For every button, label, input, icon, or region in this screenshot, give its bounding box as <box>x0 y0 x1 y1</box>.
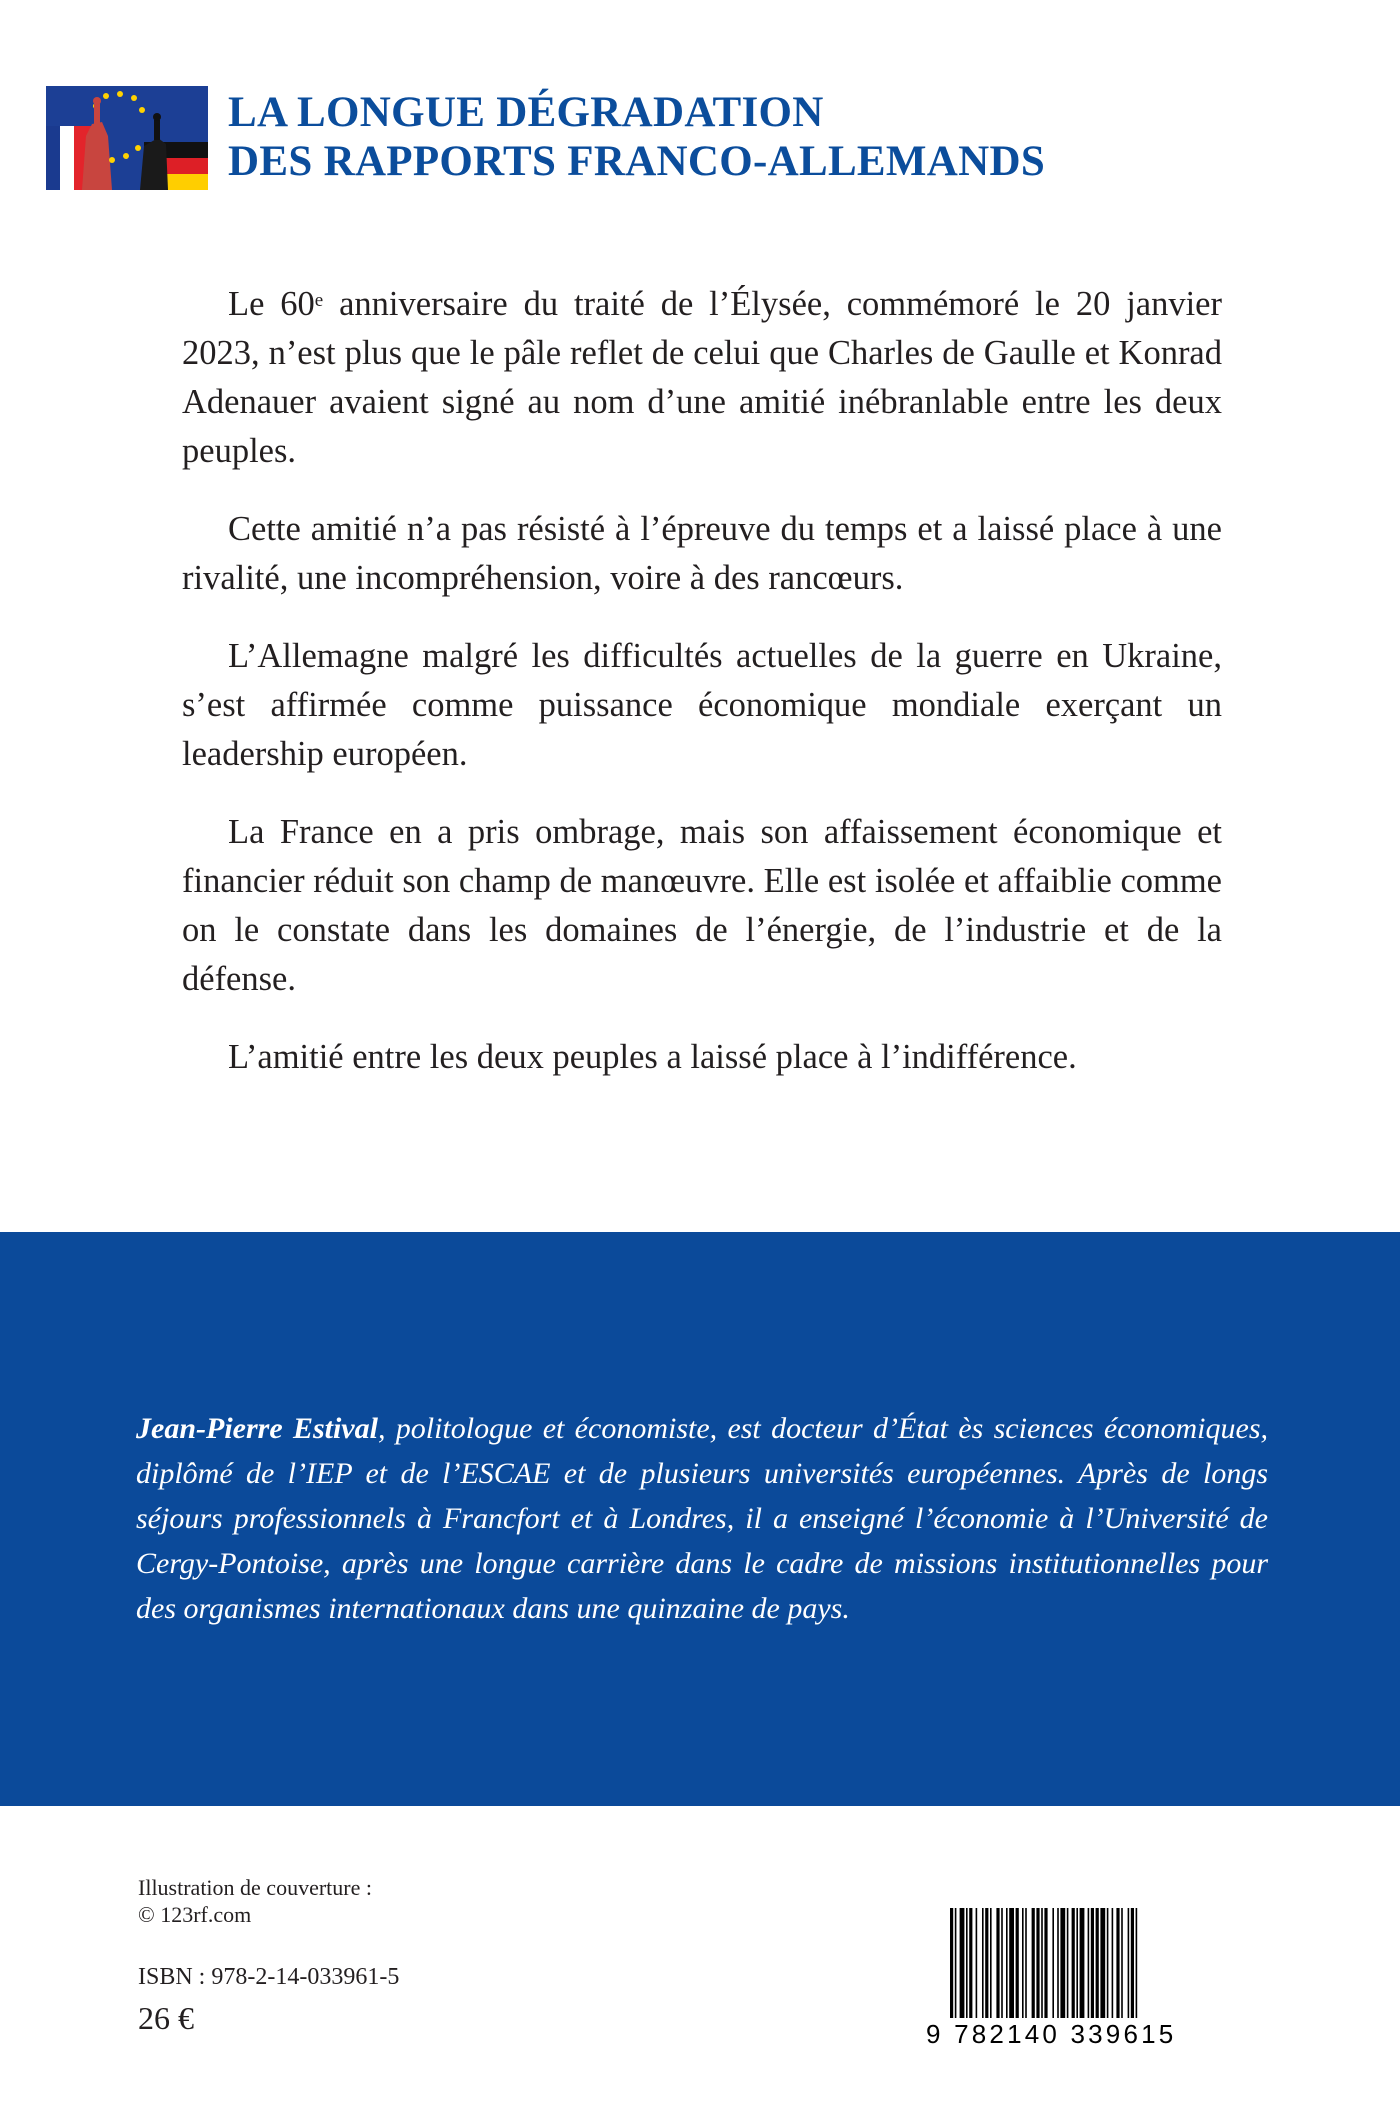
barcode-bar <box>960 1908 965 2018</box>
barcode-bar <box>1032 1908 1035 2018</box>
barcode-bar <box>950 1908 953 2018</box>
barcode-bar <box>1128 1908 1130 2018</box>
blurb-paragraph-5: L’amitié entre les deux peuples a laissé place à l’indifférence. <box>228 1038 1077 1076</box>
isbn: ISBN : 978-2-14-033961-5 <box>138 1964 400 1990</box>
barcode-bar <box>1100 1908 1105 2018</box>
barcode-bar <box>976 1908 978 2018</box>
barcode-bar <box>1036 1908 1039 2018</box>
blurb-paragraph-2: Cette amitié n’a pas résisté à l’épreuve du temps et a laissé place à une rivalité, une incompréhension, voire à des rancœurs. <box>182 510 1222 597</box>
cover-logo-illustration <box>46 86 208 190</box>
barcode-bar <box>990 1908 992 2018</box>
book-title <box>228 88 1045 186</box>
barcode-bar <box>1080 1908 1085 2018</box>
illustration-credit <box>138 1874 372 1928</box>
barcode-bar <box>1112 1908 1114 2018</box>
title-line-2: DES RAPPORTS FRANCO-ALLEMANDS <box>228 138 1046 185</box>
price: 26 € <box>138 2000 194 2036</box>
barcode-bar <box>1067 1908 1069 2018</box>
barcode-number: 9 782140 339615 <box>926 2019 1177 2049</box>
barcode-bar <box>1072 1908 1075 2018</box>
credit-label: Illustration de couverture : <box>138 1875 372 1900</box>
barcode-bar <box>985 1908 988 2018</box>
barcode-bar <box>966 1908 968 2018</box>
blurb-paragraph-1: Le 60e anniversaire du traité de l’Élysée, commémoré le 20 janvier 2023, n’est plus que le pâle reflet de celui que Charles de Gaulle et Konrad Adenauer avaient signé au nom d’une amitié inébranlable entre les deux peuples. <box>182 285 1222 470</box>
barcode-bar <box>1091 1908 1094 2018</box>
title-line-1: LA LONGUE DÉGRADATION <box>228 89 824 136</box>
barcode-bar <box>1107 1908 1109 2018</box>
barcode-bar <box>1022 1908 1024 2018</box>
barcode-bar <box>1052 1908 1054 2018</box>
barcode-bar <box>1116 1908 1119 2018</box>
blurb-paragraph-3: L’Allemagne malgré les difficultés actuelles de la guerre en Ukraine, s’est affirmée comme puissance économique mondiale exerçant un leadership européen. <box>182 637 1222 773</box>
credit-source: © 123rf.com <box>138 1902 252 1927</box>
barcode-bar <box>955 1908 957 2018</box>
barcode-bar <box>1076 1908 1078 2018</box>
barcode-bar <box>1025 1908 1027 2018</box>
barcode-bar <box>1009 1908 1014 2018</box>
back-cover-blurb <box>182 280 1222 1111</box>
barcode-bar <box>1057 1908 1059 2018</box>
barcode-bar <box>1041 1908 1043 2018</box>
barcode-bar <box>969 1908 972 2018</box>
barcode-bar <box>1096 1908 1099 2018</box>
barcode-bar <box>1136 1908 1138 2018</box>
barcode-bar <box>1131 1908 1134 2018</box>
author-bio: Jean-Pierre Estival, politologue et économiste, est docteur d’État ès sciences économiques, diplômé de l’IEP et de l’ESCAE et de plusieurs universités européennes. Après de longs séjours professionnels à Francfort et à Londres, il a enseigné l’économie à l’Université de Cergy-Pontoise, après une longue carrière dans le cadre de missions institutionnelles pour des organismes internationaux dans une quinzaine de pays. <box>136 1412 1268 1625</box>
barcode-bar <box>982 1908 984 2018</box>
barcode-bar <box>1121 1908 1123 2018</box>
barcode-bar <box>1016 1908 1019 2018</box>
barcode-bar <box>1044 1908 1047 2018</box>
barcode-bar <box>1060 1908 1065 2018</box>
blurb-paragraph-4: La France en a pris ombrage, mais son affaissement économique et financier réduit son champ de manœuvre. Elle est isolée et affaiblie comme on le constate dans les domaines de l’énergie, de l’industrie et de la défense. <box>182 813 1222 998</box>
barcode-bar <box>1088 1908 1090 2018</box>
author-name: Jean-Pierre Estival <box>136 1412 378 1445</box>
barcode-bar <box>1006 1908 1008 2018</box>
barcode-bar <box>996 1908 999 2018</box>
barcode-bar <box>1001 1908 1003 2018</box>
